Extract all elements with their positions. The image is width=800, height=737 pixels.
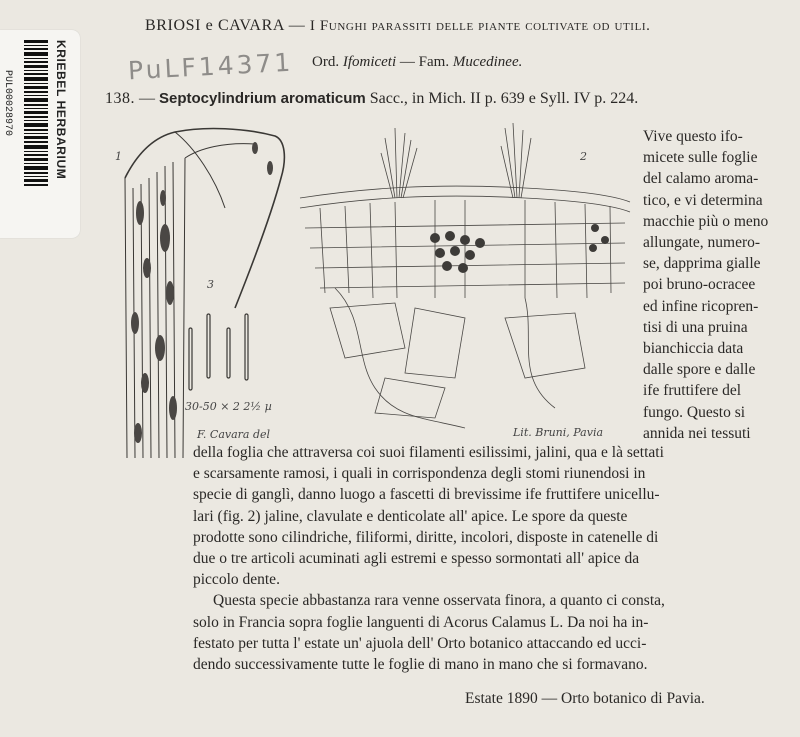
species-number: 138. (105, 90, 135, 107)
side-line: bianchiccia data (643, 340, 744, 358)
hyphae-tufts (381, 123, 531, 198)
body-line: festato per tutta l' estate un' ajuola dell' Orto botanico attaccando ed ucci- (193, 634, 647, 652)
side-column-text (643, 126, 793, 444)
side-line: micete sulle foglie (643, 149, 758, 167)
header-authors: BRIOSI e CAVARA (145, 17, 285, 34)
species-name: Septocylindrium aromaticum (159, 90, 366, 107)
fig2-number: 2 (580, 150, 587, 163)
fam-value: Mucedinee. (452, 54, 523, 70)
species-citation: Sacc., in Mich. II p. 639 e Syll. IV p. 224. (369, 90, 639, 107)
body-line: dendo successivamente tutte le foglie di mano in mano che si formavano. (193, 656, 648, 674)
fig3-number: 3 (207, 278, 214, 291)
species-heading: 138. — Septocylindrium aromaticum Sacc., in Mich. II p. 639 e Syll. IV p. 224. (105, 90, 639, 107)
page-header: BRIOSI e CAVARA — I Funghi parassiti delle piante coltivate od utili. (145, 17, 651, 34)
ord-label: Ord. (312, 54, 340, 70)
body-line: piccolo dente. (193, 571, 280, 589)
side-line: annida nei tessuti (643, 424, 751, 442)
body-line: e scarsamente ramosi, i quali in corrispondenza degli stomi riunendosi in (193, 465, 646, 483)
body-line: specie di ganglì, danno luogo a fascetti di brevissime ife fruttifere unicellu- (193, 486, 660, 504)
artist-credit: F. Cavara del (197, 428, 271, 441)
tissue-section-drawing (300, 186, 630, 428)
side-line: poi bruno-ocracee (643, 276, 756, 294)
herbarium-name: KRIEBEL HERBARIUM (54, 40, 68, 180)
specimen-code: PUL00028970 (2, 70, 13, 137)
side-line: macchie più o meno (643, 212, 769, 230)
body-line: della foglia che attraversa coi suoi filamenti esilissimi, jalini, qua e là settati (193, 444, 664, 461)
side-line: dalle spore e dalle (643, 361, 756, 379)
side-line: fungo. Questo si (643, 403, 746, 421)
side-line: Vive questo ifo- (643, 128, 743, 145)
footer-note: Estate 1890 — Orto botanico di Pavia. (465, 690, 705, 707)
side-line: del calamo aroma- (643, 170, 759, 188)
fam-label: Fam. (418, 54, 450, 70)
barcode (24, 38, 48, 188)
side-line: se, dapprima gialle (643, 255, 761, 273)
spore-scale: 30-50 × 2 2½ µ (185, 400, 272, 413)
lithographer-credit: Lit. Bruni, Pavia (513, 426, 604, 439)
side-line: ed infine ricopren- (643, 297, 759, 315)
illustration-plate (105, 118, 640, 458)
body-line: due o tre articoli acuminati agli estremi e spesso sormontati all' apice da (193, 550, 640, 568)
body-line: Questa specie abbastanza rara venne osservata finora, a quanto ci consta, (213, 592, 665, 610)
handwritten-id: PuLF14371 (127, 47, 294, 86)
side-line: tico, e vi determina (643, 191, 763, 209)
spores-drawing (189, 314, 248, 390)
body-text (193, 442, 793, 675)
classification: Ord. Ifomiceti — Fam. Mucedinee. (312, 54, 523, 70)
side-line: tisi di una pruina (643, 318, 748, 336)
leaf-spots (131, 142, 273, 443)
fig1-number: 1 (115, 150, 122, 163)
side-line: ife fruttifere del (643, 382, 742, 400)
header-title: I Funghi parassiti delle piante coltivate od utili. (309, 18, 651, 34)
herbarium-label (0, 30, 80, 238)
body-line: lari (fig. 2) jaline, clavulate e denticolate all' apice. Le spore da queste (193, 507, 628, 525)
body-line: solo in Francia sopra foglie languenti di Acorus Calamus L. Da noi ha in- (193, 613, 649, 631)
side-line: allungate, numero- (643, 234, 761, 252)
ord-value: Ifomiceti (342, 54, 397, 70)
body-line: prodotte sono cilindriche, filiformi, diritte, incolori, disposte in catenelle di (193, 528, 659, 546)
